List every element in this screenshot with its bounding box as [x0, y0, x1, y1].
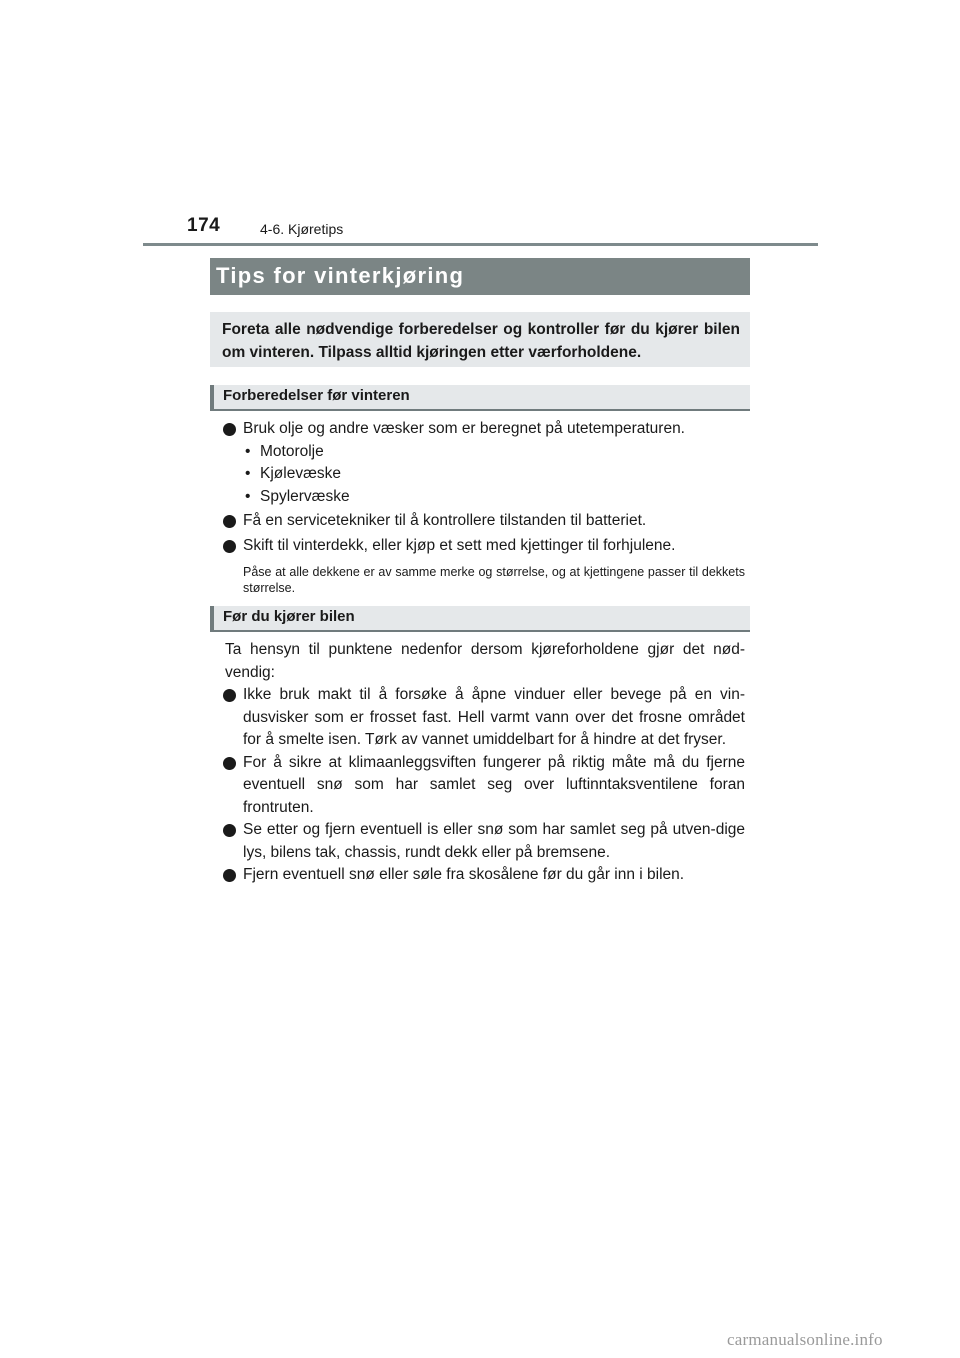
- header-rule: [143, 243, 818, 246]
- page-title: Tips for vinterkjøring: [210, 258, 750, 295]
- subheading-before-driving: Før du kjører bilen: [210, 606, 750, 632]
- bullet-icon: [223, 540, 236, 553]
- bullet-icon: [223, 515, 236, 528]
- list-item: Fjern eventuell snø eller søle fra skosålene før du går inn i bilen.: [222, 864, 745, 887]
- sub-bullet-icon: •: [245, 465, 251, 482]
- lead-paragraph: Ta hensyn til punktene nedenfor dersom kjøreforholdene gjør det nød-vendig:: [225, 641, 745, 681]
- page-number: 174: [187, 215, 221, 236]
- list-item: Se etter og fjern eventuell is eller snø som har samlet seg på utven-dige lys, bilens tak, chassis, rundt dekk eller på bremsene.: [222, 819, 745, 864]
- subheading-before-winter: Forberedelser før vinteren: [210, 385, 750, 411]
- sub-bullet-icon: •: [245, 442, 251, 460]
- section-before-driving: [222, 639, 745, 887]
- bullet-icon: [223, 689, 236, 702]
- bullet-icon: [223, 757, 236, 770]
- bullet-icon: [223, 869, 236, 882]
- sub-list-item: • Spylervæske: [222, 486, 745, 509]
- section-before-winter: [222, 418, 745, 596]
- bullet-icon: [223, 824, 236, 837]
- sub-list-item: • Motorolje: [222, 441, 745, 464]
- bullet-icon: [223, 423, 236, 436]
- section-reference: 4-6. Kjøretips: [260, 221, 344, 237]
- list-item: Skift til vinterdekk, eller kjøp et sett med kjettinger til forhjulene.: [222, 535, 745, 558]
- sub-list-item: • Kjølevæske: [222, 463, 745, 486]
- watermark: carmanualsonline.info: [727, 1330, 883, 1349]
- list-item: Ikke bruk makt til å forsøke å åpne vinduer eller bevege på en vin-dusvisker som er frosset fast. Hell varmt vann over det frosne området for å smelte isen. Tørk av vannet umiddelbart for å hindre at det fryser.: [222, 684, 745, 752]
- list-item: For å sikre at klimaanleggsviften fungerer på riktig måte må du fjerne eventuell snø som har samlet seg over luftinntaksventilene foran frontruten.: [222, 752, 745, 820]
- list-item: Bruk olje og andre væsker som er beregnet på utetemperaturen.: [222, 418, 745, 441]
- tire-note: Påse at alle dekkene er av samme merke og størrelse, og at kjettingene passer til dekkets størrelse.: [243, 565, 745, 595]
- sub-bullet-icon: •: [245, 487, 251, 505]
- list-item: Få en servicetekniker til å kontrollere tilstanden til batteriet.: [222, 510, 745, 533]
- intro-box: Foreta alle nødvendige forberedelser og kontroller før du kjører bilen om vinteren. Tilpass alltid kjøringen etter værforholdene.: [210, 312, 750, 367]
